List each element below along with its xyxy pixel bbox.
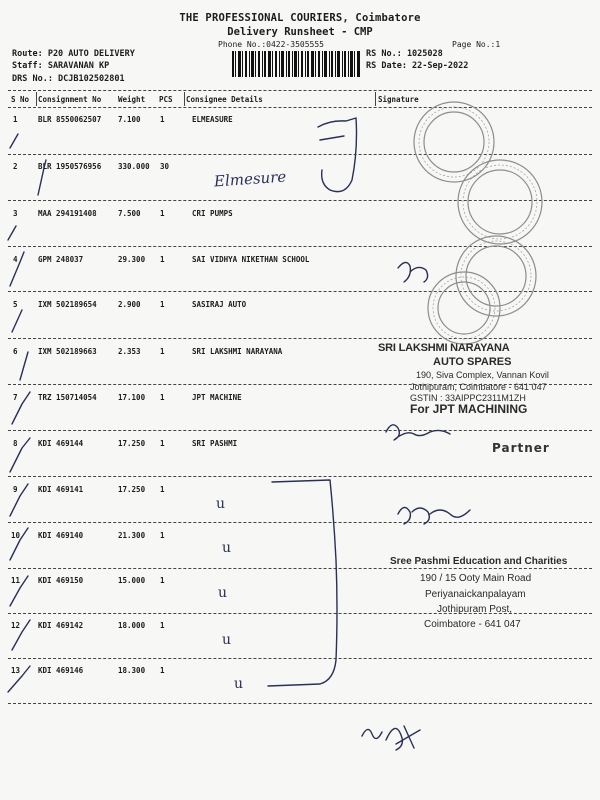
row-pcs: 1 (160, 439, 165, 448)
row-weight: 29.300 (118, 255, 146, 264)
col-consignee: Consignee Details (186, 95, 263, 104)
row-consignee: SRI LAKSHMI NARAYANA (192, 347, 283, 356)
row-weight: 17.250 (118, 439, 146, 448)
stamp-auto-spares-address: 190, Siva Complex, Vannan Kovil (416, 370, 549, 380)
stamp-pashmi-post: Jothipuram Post, (437, 604, 513, 615)
ditto-mark: u (234, 676, 244, 692)
row-pcs: 1 (160, 531, 165, 540)
row-weight: 21.300 (118, 531, 146, 540)
row-consignee: SAI VIDHYA NIKETHAN SCHOOL (192, 255, 310, 264)
row-sno: 10 (11, 531, 21, 540)
row-weight: 7.100 (118, 115, 141, 124)
staff-label: Staff: SARAVANAN KP (12, 61, 110, 71)
stamp-pashmi-area: Periyanaickanpalayam (425, 589, 526, 600)
row-consignee: ELMEASURE (192, 115, 233, 124)
runsheet-title: Delivery Runsheet - CMP (227, 26, 373, 38)
company-name: THE PROFESSIONAL COURIERS, Coimbatore (179, 12, 421, 24)
row-weight: 7.500 (118, 209, 141, 218)
row-weight: 2.353 (118, 347, 141, 356)
phone-number: Phone No.:0422-3505555 (218, 40, 324, 49)
ditto-mark: u (222, 632, 232, 648)
ditto-mark: u (216, 496, 226, 512)
stamp-jpt-title: For JPT MACHINING (410, 402, 528, 416)
handwritten-elmesure: Elmesure (213, 167, 287, 191)
drs-label: DRS No.: DCJB102502801 (12, 74, 125, 84)
row-sno: 8 (13, 439, 18, 448)
row-weight: 18.000 (118, 621, 146, 630)
row-weight: 2.900 (118, 300, 141, 309)
row-consignee: SRI PASHMI (192, 439, 238, 448)
row-weight: 18.300 (118, 666, 146, 675)
rs-date: RS Date: 22-Sep-2022 (366, 61, 469, 71)
row-pcs: 1 (160, 576, 165, 585)
col-weight: Weight (118, 95, 146, 104)
ditto-mark: u (218, 585, 228, 601)
row-consignment: BLR 1950576956 (38, 162, 102, 171)
stamp-pashmi-name: Sree Pashmi Education and Charities (390, 556, 568, 567)
row-pcs: 1 (160, 621, 165, 630)
row-sno: 5 (13, 300, 18, 309)
row-sno: 9 (13, 485, 18, 494)
col-signature: Signature (378, 95, 419, 104)
rs-number: RS No.: 1025028 (366, 49, 443, 59)
stamp-pashmi-address: 190 / 15 Ooty Main Road (420, 573, 532, 584)
row-pcs: 1 (160, 666, 165, 675)
stamp-auto-spares-title: AUTO SPARES (433, 356, 512, 368)
row-weight: 15.000 (118, 576, 146, 585)
row-sno: 1 (13, 115, 18, 124)
row-pcs: 1 (160, 115, 165, 124)
row-sno: 12 (11, 621, 21, 630)
row-weight: 330.000 (118, 162, 150, 171)
stamp-auto-spares-gstin: GSTIN : 33AIPPC2311M1ZH (410, 393, 526, 403)
row-sno: 13 (11, 666, 21, 675)
row-pcs: 1 (160, 485, 165, 494)
col-consignment: Consignment No (38, 95, 102, 104)
row-consignment: MAA 294191408 (38, 209, 97, 218)
row-sno: 4 (13, 255, 18, 264)
row-consignment: IXM 502189654 (38, 300, 97, 309)
row-pcs: 1 (160, 209, 165, 218)
row-consignment: IXM 502189663 (38, 347, 97, 356)
col-pcs: PCS (159, 95, 173, 104)
row-sno: 7 (13, 393, 18, 402)
page-number: Page No.:1 (452, 40, 501, 49)
row-consignee: SASIRAJ AUTO (192, 300, 247, 309)
stamp-jpt-partner: Partner (492, 441, 550, 455)
stamp-auto-spares-city: Jothipuram, Coimbatore - 641 047 (410, 382, 547, 392)
row-weight: 17.250 (118, 485, 146, 494)
row-consignment: KDI 469144 (38, 439, 84, 448)
row-pcs: 1 (160, 347, 165, 356)
row-consignment: BLR 8550062507 (38, 115, 102, 124)
row-consignment: KDI 469141 (38, 485, 84, 494)
row-pcs: 1 (160, 393, 165, 402)
ditto-mark: u (222, 540, 232, 556)
row-consignee: CRI PUMPS (192, 209, 233, 218)
row-sno: 6 (13, 347, 18, 356)
row-consignment: KDI 469146 (38, 666, 84, 675)
route-label: Route: P20 AUTO DELIVERY (12, 49, 135, 59)
round-stamps (400, 100, 600, 350)
row-sno: 3 (13, 209, 18, 218)
row-consignment: KDI 469142 (38, 621, 84, 630)
row-consignment: KDI 469140 (38, 531, 84, 540)
row-weight: 17.100 (118, 393, 146, 402)
stamp-pashmi-pin: Coimbatore - 641 047 (424, 619, 521, 630)
row-sno: 2 (13, 162, 18, 171)
row-consignment: TRZ 150714054 (38, 393, 97, 402)
check-marks (8, 134, 46, 692)
row-pcs: 1 (160, 300, 165, 309)
row-consignee: JPT MACHINE (192, 393, 242, 402)
row-pcs: 1 (160, 255, 165, 264)
row-sno: 11 (11, 576, 21, 585)
col-sno: S No (11, 95, 30, 104)
row-consignment: GPM 248037 (38, 255, 84, 264)
row-consignment: KDI 469150 (38, 576, 84, 585)
stamp-auto-spares-name: SRI LAKSHMI NARAYANA (378, 342, 510, 354)
row-pcs: 30 (160, 162, 170, 171)
